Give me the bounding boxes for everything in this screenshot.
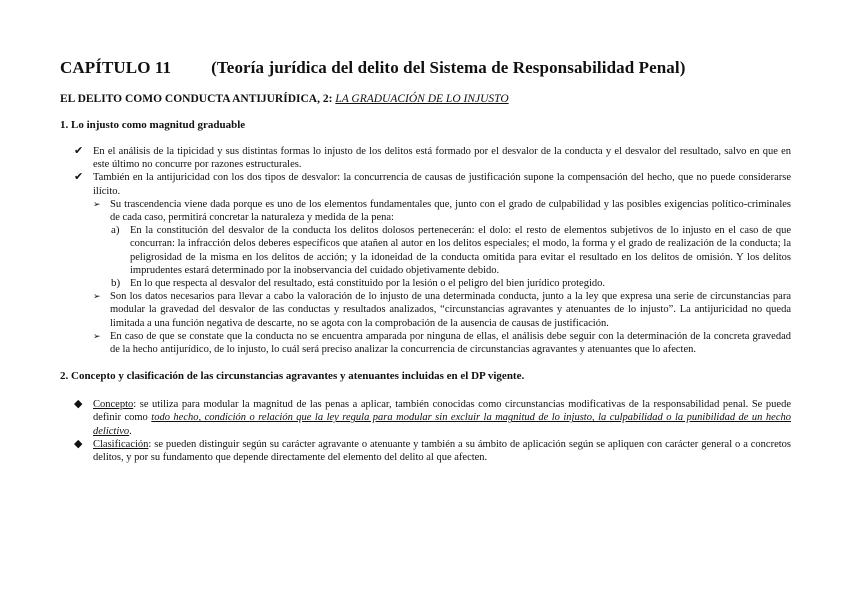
diamond-bullet-concepto [74,398,791,438]
bullet-text: También en la antijuricidad con los dos tipos de desvalor: la concurrencia de causas de justificación supone la compensación del hecho, que no puede considerarse ilícito. [93,172,791,197]
concept-text: : se utiliza para modular la magnitud de las penas a aplicar, también conocidas como circunstancias modificativas de la responsabilidad penal. Se puede definir como [93,399,791,424]
check-bullet-1 [74,145,791,171]
subtitle [60,93,791,105]
classification-label: Clasificación [93,438,149,450]
section-1-heading: 1. Lo injusto como magnitud graduable [60,119,246,131]
classification-text: : se pueden distinguir según su carácter agravante o atenuante y también a su ámbito de aplicación según se apliquen con carácter general o a concretos delitos, y por su fundamento que depende directamente del elemento del delito al que afecten. [93,438,791,464]
document-page [60,58,791,464]
sub-item-marker: b) [111,277,121,290]
arrow-text: En caso de que se constate que la conducta no se encuentra amparada por ninguna de ellas, el análisis debe seguir con la determinación de la concreta gravedad de la hecho antijurídico, de lo injusto, lo cuál será preciso analizar la concurrencia de circunstancias agravantes y atenuantes que lo afecten. [110,330,791,356]
arrow-icon: ➢ [93,291,101,302]
arrow-item-3 [93,330,791,356]
sub-item-text: En lo que respecta al desvalor del resultado, está constituido por la lesión o el peligro del bien jurídico protegido. [130,278,605,290]
diamond-icon: ◆ [74,398,83,411]
bullet-text: En el análisis de la tipicidad y sus distintas formas lo injusto de los delitos está formado por el desvalor de la conducta y el desvalor del resultado, salvo en que en este último no concurre por razones estructurales. [93,146,791,171]
concept-label: Concepto [93,399,134,411]
diamond-icon: ◆ [74,437,83,450]
checkmark-icon: ✔ [74,171,84,184]
sub-item-text: En la constitución del desvalor de la conducta los delitos dolosos pertenecerán: el dolo: el resto de elementos subjetivos de lo injusto en el caso de que concurran: la infracción delos deberes específicos que atañen al autor en los delitos especiales; el modo, la forma y el grado de realización de la conducta; la peligrosidad de la misma en los delitos de acción; y la idoneidad de la conducta omitida para evitar el resultado en los delitos de omisión. Y los delitos imprudentes estará determinado por la inobservancia del cuidado objetivamente debido. [130,225,791,276]
check-bullet-2 [74,171,791,197]
section-2-heading: 2. Concepto y clasificación de las circunstancias agravantes y atenuantes incluidas en el DP vigente. [60,370,525,383]
chapter-name: (Teoría jurídica del delito del Sistema de Responsabilidad Penal) [211,58,686,77]
arrow-icon: ➢ [93,198,101,209]
arrow-text: Son los datos necesarios para llevar a cabo la valoración de lo injusto de una determinada conducta, junto a la ley que expresa una serie de circunstancias para modular la gravedad del desvalor de las conductas y resultados analizados, “circunstancias agravantes y atenuantes de lo injusto”. La antijuricidad no queda limitada a una función negativa de descarte, no se agota con la comprobación de la ausencia de causas de justificación. [110,291,791,329]
diamond-bullet-clasificacion [74,437,791,464]
sub-item-a [111,224,791,277]
subtitle-prefix: EL DELITO COMO CONDUCTA ANTIJURÍDICA, 2: [60,93,336,105]
arrow-item-1 [93,198,791,224]
chapter-number: CAPÍTULO 11 [60,58,172,77]
concept-definition: todo hecho, condición o relación que la ley regula para modular sin excluir la magnitud de lo injusto, la culpabilidad o la punibilidad de un hecho delictivo [93,412,791,437]
checkmark-icon: ✔ [74,145,84,157]
arrow-text: Su trascendencia viene dada porque es uno de los elementos fundamentales que, junto con el grado de culpabilidad y las posibles exigencias político-criminales de cada caso, permitirá concretar la naturaleza y medida de la pena: [110,198,791,224]
sub-item-marker: a) [111,224,120,237]
concept-end: . [129,425,132,437]
sub-item-b [111,277,791,290]
arrow-item-2 [93,290,791,330]
chapter-title [60,58,791,78]
subtitle-underlined: LA GRADUACIÓN DE LO INJUSTO [335,93,509,105]
arrow-icon: ➢ [93,330,101,341]
